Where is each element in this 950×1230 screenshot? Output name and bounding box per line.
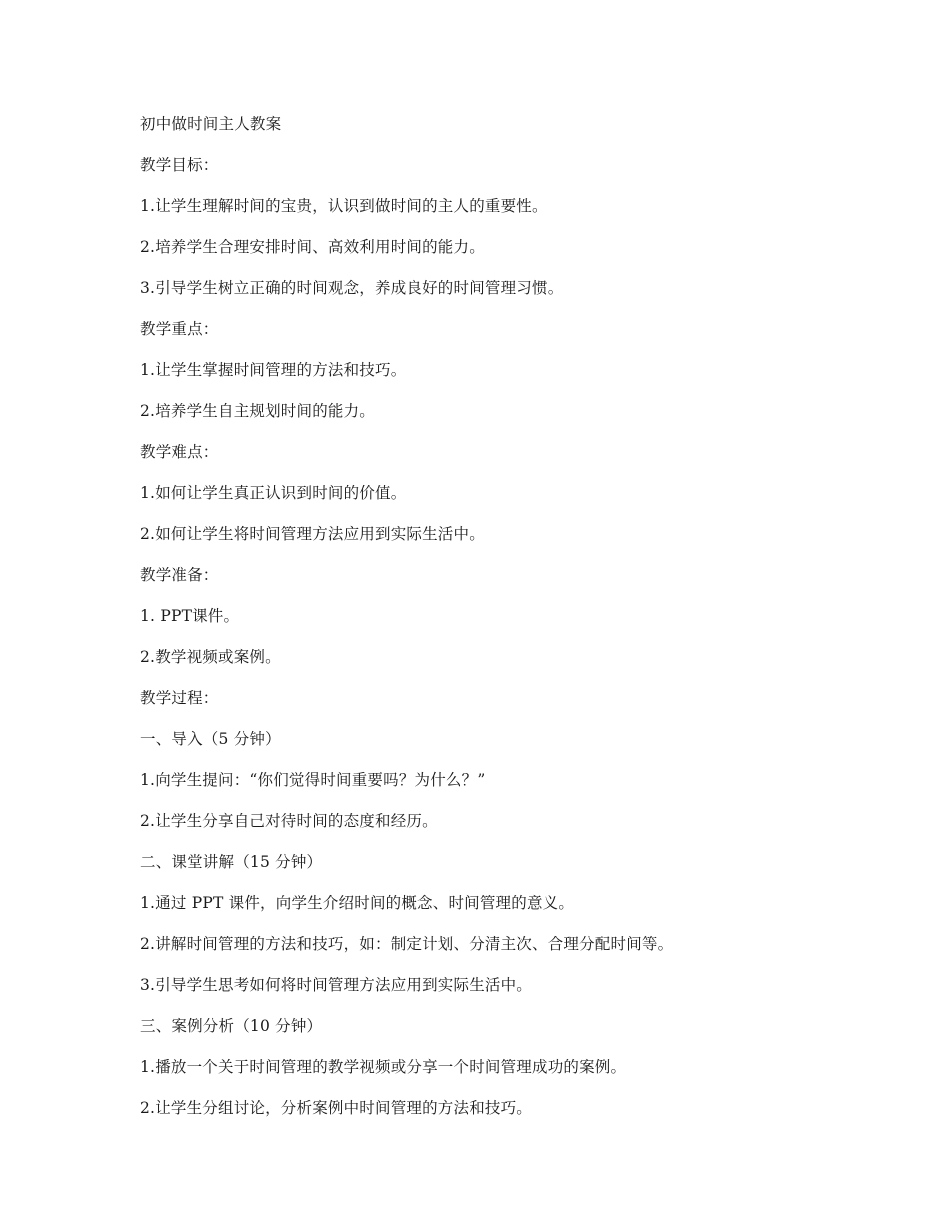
- section-heading-key-points: 教学重点：: [140, 320, 219, 338]
- subsection-heading-lecture: 二、课堂讲解（15 分钟）: [140, 853, 323, 871]
- lecture-item: 1.通过 PPT 课件，向学生介绍时间的概念、时间管理的意义。: [140, 894, 575, 912]
- subsection-heading-intro: 一、导入（5 分钟）: [140, 730, 281, 748]
- section-heading-difficulties: 教学难点：: [140, 443, 219, 461]
- case-item: 2.让学生分组讨论，分析案例中时间管理的方法和技巧。: [140, 1099, 532, 1117]
- difficulty-item: 1.如何让学生真正认识到时间的价值。: [140, 484, 407, 502]
- section-heading-preparation: 教学准备：: [140, 566, 219, 584]
- objective-item: 2.培养学生合理安排时间、高效利用时间的能力。: [140, 238, 485, 256]
- objective-item: 1.让学生理解时间的宝贵，认识到做时间的主人的重要性。: [140, 197, 548, 215]
- objective-item: 3.引导学生树立正确的时间观念，养成良好的时间管理习惯。: [140, 279, 564, 297]
- intro-item: 2.让学生分享自己对待时间的态度和经历。: [140, 812, 438, 830]
- intro-item: 1.向学生提问：“你们觉得时间重要吗？为什么？”: [140, 771, 486, 789]
- document-body: [140, 111, 860, 1136]
- section-heading-objectives: 教学目标：: [140, 156, 219, 174]
- preparation-item: 1. PPT课件。: [140, 607, 240, 625]
- preparation-item: 2.教学视频或案例。: [140, 648, 281, 666]
- case-item: 1.播放一个关于时间管理的教学视频或分享一个时间管理成功的案例。: [140, 1058, 627, 1076]
- subsection-heading-case: 三、案例分析（10 分钟）: [140, 1017, 323, 1035]
- lecture-item: 3.引导学生思考如何将时间管理方法应用到实际生活中。: [140, 976, 532, 994]
- key-point-item: 2.培养学生自主规划时间的能力。: [140, 402, 375, 420]
- section-heading-process: 教学过程：: [140, 689, 219, 707]
- key-point-item: 1.让学生掌握时间管理的方法和技巧。: [140, 361, 407, 379]
- difficulty-item: 2.如何让学生将时间管理方法应用到实际生活中。: [140, 525, 485, 543]
- lecture-item: 2.讲解时间管理的方法和技巧，如：制定计划、分清主次、合理分配时间等。: [140, 935, 674, 953]
- document-title: 初中做时间主人教案: [140, 115, 282, 133]
